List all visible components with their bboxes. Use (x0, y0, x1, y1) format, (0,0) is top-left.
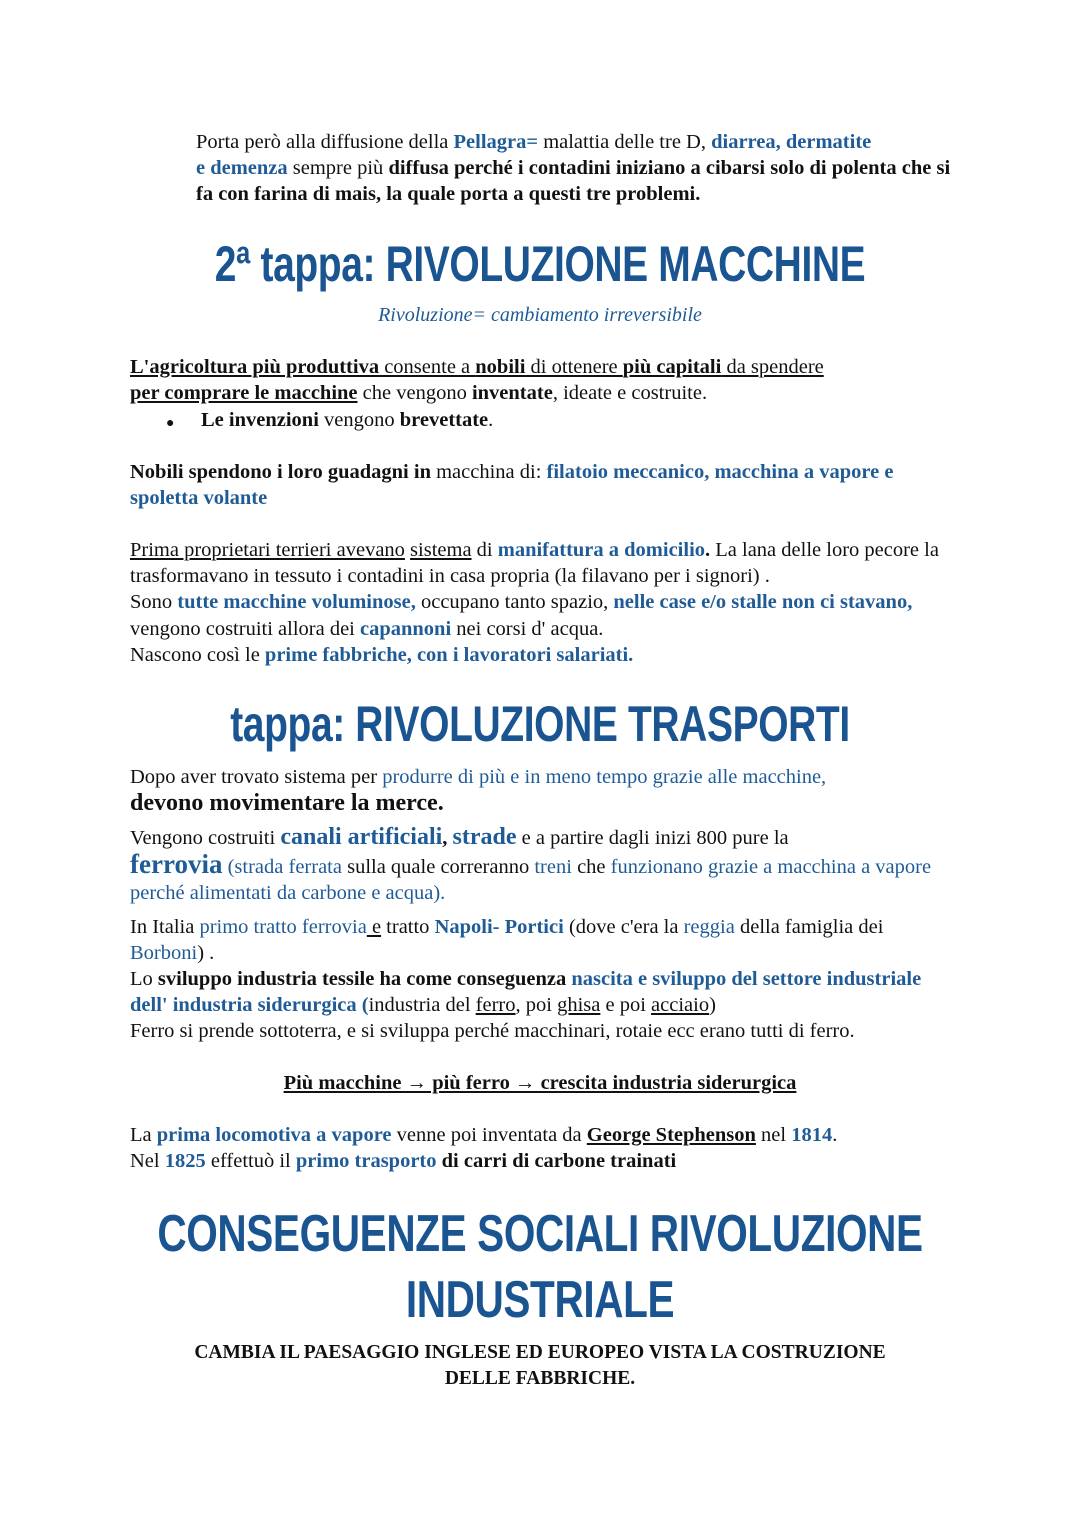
iron-chain-summary: Più macchine → più ferro → crescita industria siderurgica (283, 1072, 797, 1094)
landscape-change-line1: CAMBIA IL PAESAGGIO INGLESE ED EUROPEO VISTA LA COSTRUZIONE (194, 1342, 886, 1363)
revolution-definition: Rivoluzione= cambiamento irreversibile (378, 304, 702, 326)
steel-industry-paragraph: Lo sviluppo industria tessile ha come conseguenza nascita e sviluppo del settore industriale dell' industria siderurgica (industria del ferro, poi ghisa e poi acciaio) Ferro si prende sottoterra, e si sviluppa perché macchinari, rotaie ecc erano tutti di ferro. (130, 968, 922, 1043)
bullet-dot-icon: ● (166, 416, 175, 431)
transport-intro-paragraph: Dopo aver trovato sistema per produrre di più e in meno tempo grazie alle macchine, devono movimentare la merce. (130, 766, 827, 817)
landscape-change-line2: DELLE FABBRICHE. (444, 1368, 636, 1389)
manufacture-paragraph: Prima proprietari terrieri avevano sistema di manifattura a domicilio. La lana delle loro pecore la trasformavano in tessuto i contadini in casa propria (la filavano per i signori) . Sono tutte macchine voluminose, occupano tanto spazio, nelle case e/o stalle non ci stavano, vengono costruiti allora dei capannoni nei corsi d' acqua. Nascono così le prime fabbriche, con i lavoratori salariati. (130, 539, 939, 666)
bullet-inventions: Le invenzioni vengono brevettate. (201, 409, 494, 431)
pellagra-term: Pellagra= (453, 131, 539, 153)
nobles-paragraph: Nobili spendono i loro guadagni in macchina di: filatoio meccanico, macchina a vapore e spoletta volante (130, 461, 894, 510)
section-heading-trasporti: tappa: RIVOLUZIONE TRASPORTI (230, 696, 850, 752)
section-heading-conseguenze-line2: INDUSTRIALE (405, 1271, 675, 1329)
intro-paragraph: Porta però alla diffusione della Pellagra= malattia delle tre D, diarrea, dermatite e demenza sempre più diffusa perché i contadini iniziano a cibarsi solo di polenta che si fa con farina di mais, la quale porta a questi tre problemi. (196, 131, 951, 206)
agriculture-paragraph: L'agricoltura più produttiva consente a nobili di ottenere più capitali da spendere per comprare le macchine che vengono inventate, ideate e costruite. (130, 356, 824, 405)
section-heading-conseguenze-line1: CONSEGUENZE SOCIALI RIVOLUZIONE (157, 1205, 923, 1263)
infrastructure-paragraph: Vengono costruiti canali artificiali, strade e a partire dagli inizi 800 pure la ferrovia (strada ferrata sulla quale correranno treni che funzionano grazie a macchina a vapore perché alimentati da carbone e acqua). (130, 824, 932, 905)
italy-railway-paragraph: In Italia primo tratto ferrovia e tratto Napoli- Portici (dove c'era la reggia della famiglia dei Borboni) . (130, 916, 884, 965)
section-heading-macchine: 2ª tappa: RIVOLUZIONE MACCHINE (214, 236, 866, 292)
locomotive-paragraph: La prima locomotiva a vapore venne poi inventata da George Stephenson nel 1814. Nel 1825 effettuò il primo trasporto di carri di carbone trainati (130, 1124, 838, 1173)
